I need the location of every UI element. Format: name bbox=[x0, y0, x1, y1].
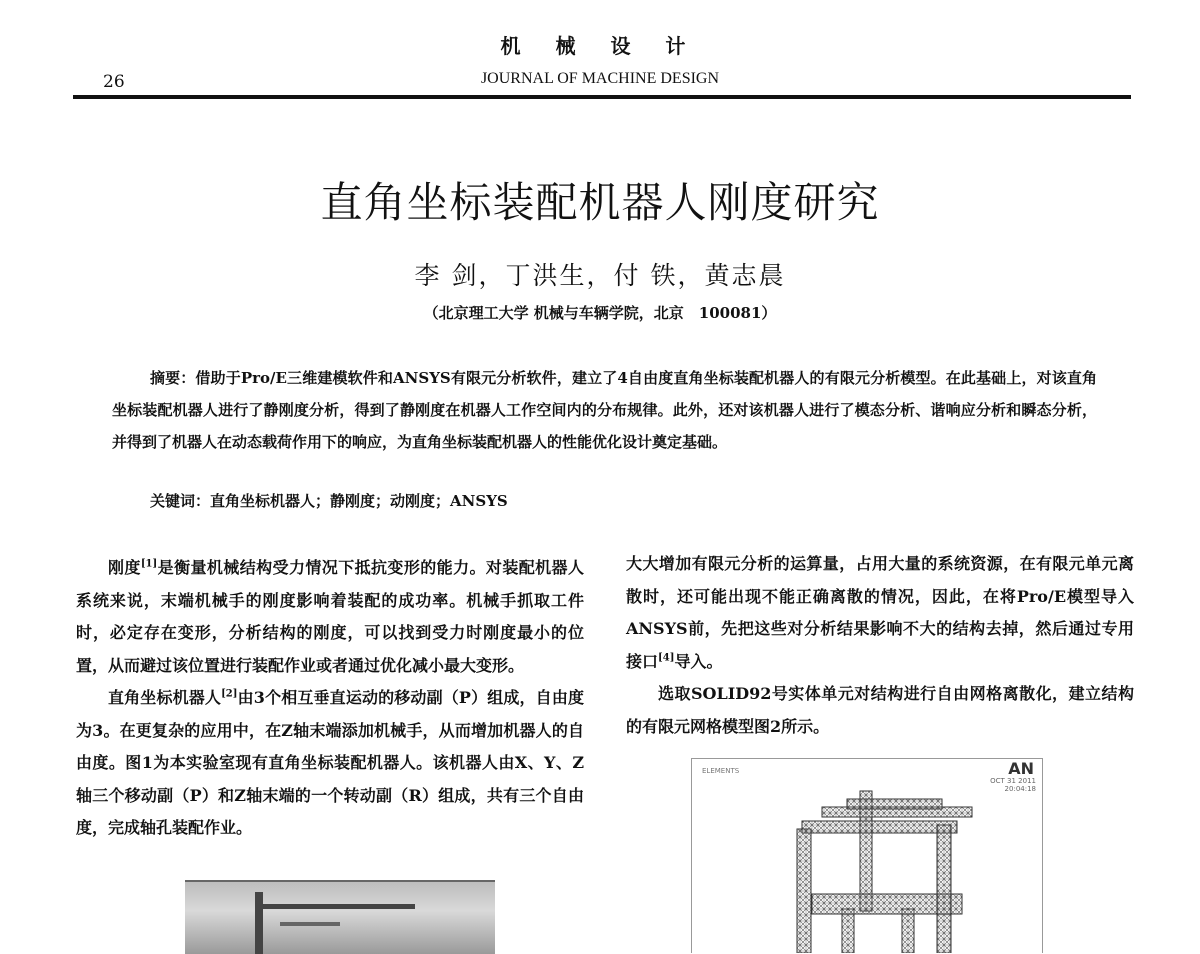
citation-ref: [2] bbox=[221, 688, 238, 700]
paragraph-text: 由3个相互垂直运动的移动副（P）组成，自由度为3。在更复杂的应用中，在Z轴末端添加机械手，从而增加机器人的自由度。图1为本实验室现有直角坐标装配机器人。该机器人由X、Y、Z轴三个移动副（P）和Z轴末端的一个转动副（R）组成，共有三个自由度，完成轴孔装配作业。 bbox=[76, 688, 584, 837]
abstract-text: 借助于Pro/E三维建模软件和ANSYS有限元分析软件，建立了4自由度直角坐标装配机器人的有限元分析模型。在此基础上，对该直角坐标装配机器人进行了静刚度分析，得到了静刚度在机器人工作空间内的分布规律。此外，还对该机器人进行了模态分析、谐响应分析和瞬态分析，并得到了机器人在动态载荷作用下的响应，为直角坐标装配机器人的性能优化设计奠定基础。 bbox=[112, 369, 1097, 451]
abstract-label: 摘要： bbox=[150, 369, 196, 387]
paragraph-text: 导入。 bbox=[674, 651, 723, 671]
citation-ref: [4] bbox=[658, 652, 675, 664]
paragraph-text: 刚度 bbox=[108, 558, 141, 577]
header-rule bbox=[73, 95, 1131, 99]
photo-frame-bar bbox=[280, 922, 340, 926]
mesh-top-beam bbox=[802, 821, 957, 833]
paragraph-text: 大大增加有限元分析的运算量，占用大量的系统资源，在有限元单元离散时，还可能出现不能正确离散的情况，因此，在将Pro/E模型导入ANSYS前，先把这些对分析结果影响不大的结构去掉，然后通过专用接口 bbox=[626, 554, 1134, 671]
timestamp-date: OCT 31 2011 bbox=[990, 777, 1036, 785]
mesh-crossbar bbox=[847, 799, 942, 809]
mesh-leg-right bbox=[937, 825, 951, 953]
paragraph-text: 是衡量机械结构受力情况下抵抗变形的能力。对装配机器人系统来说，末端机械手的刚度影响着装配的成功率。机械手抓取工件时，必定存在变形，分析结构的刚度，可以找到受力时刚度最小的位置，从而避过该位置进行装配作业或者通过优化减小最大变形。 bbox=[76, 558, 584, 675]
page-number: 26 bbox=[103, 72, 125, 92]
authors: 李 剑，丁洪生，付 铁，黄志晨 bbox=[414, 261, 786, 290]
mesh-leg-mid bbox=[842, 909, 854, 953]
keywords-text: 直角坐标机器人；静刚度；动刚度；ANSYS bbox=[210, 492, 508, 510]
ansys-logo: AN bbox=[1008, 759, 1034, 778]
mesh-frame bbox=[797, 791, 972, 953]
journal-title-en: JOURNAL OF MACHINE DESIGN bbox=[480, 70, 720, 87]
keywords bbox=[150, 490, 508, 511]
abstract bbox=[112, 362, 1097, 458]
mesh-leg-left bbox=[797, 829, 811, 953]
article-title: 直角坐标装配机器人刚度研究 bbox=[320, 178, 880, 227]
paragraph bbox=[76, 682, 584, 845]
ansys-brand-label: ELEMENTS bbox=[702, 767, 740, 775]
paragraph: 选取SOLID92号实体单元对结构进行自由网格离散化，建立结构的有限元网格模型图2所示。 bbox=[626, 684, 1134, 736]
body-column-right bbox=[626, 548, 1134, 743]
figure-2-mesh bbox=[691, 758, 1043, 953]
timestamp-time: 20:04:18 bbox=[1004, 785, 1036, 793]
photo-frame-bar bbox=[255, 892, 263, 954]
paragraph bbox=[76, 552, 584, 682]
photo-frame-bar bbox=[255, 904, 415, 909]
journal-title-cn: 机 械 设 计 bbox=[500, 34, 700, 58]
paragraph bbox=[626, 548, 1134, 678]
citation-ref: [1] bbox=[140, 558, 158, 570]
figure-1-photo bbox=[185, 880, 495, 954]
mesh-model-drawing bbox=[692, 759, 1042, 953]
body-column-left bbox=[76, 552, 584, 845]
keywords-label: 关键词： bbox=[150, 492, 211, 510]
mesh-leg-mid-right bbox=[902, 909, 914, 953]
affiliation: （北京理工大学 机械与车辆学院，北京 100081） bbox=[423, 304, 777, 322]
paragraph-text: 直角坐标机器人 bbox=[108, 688, 222, 707]
